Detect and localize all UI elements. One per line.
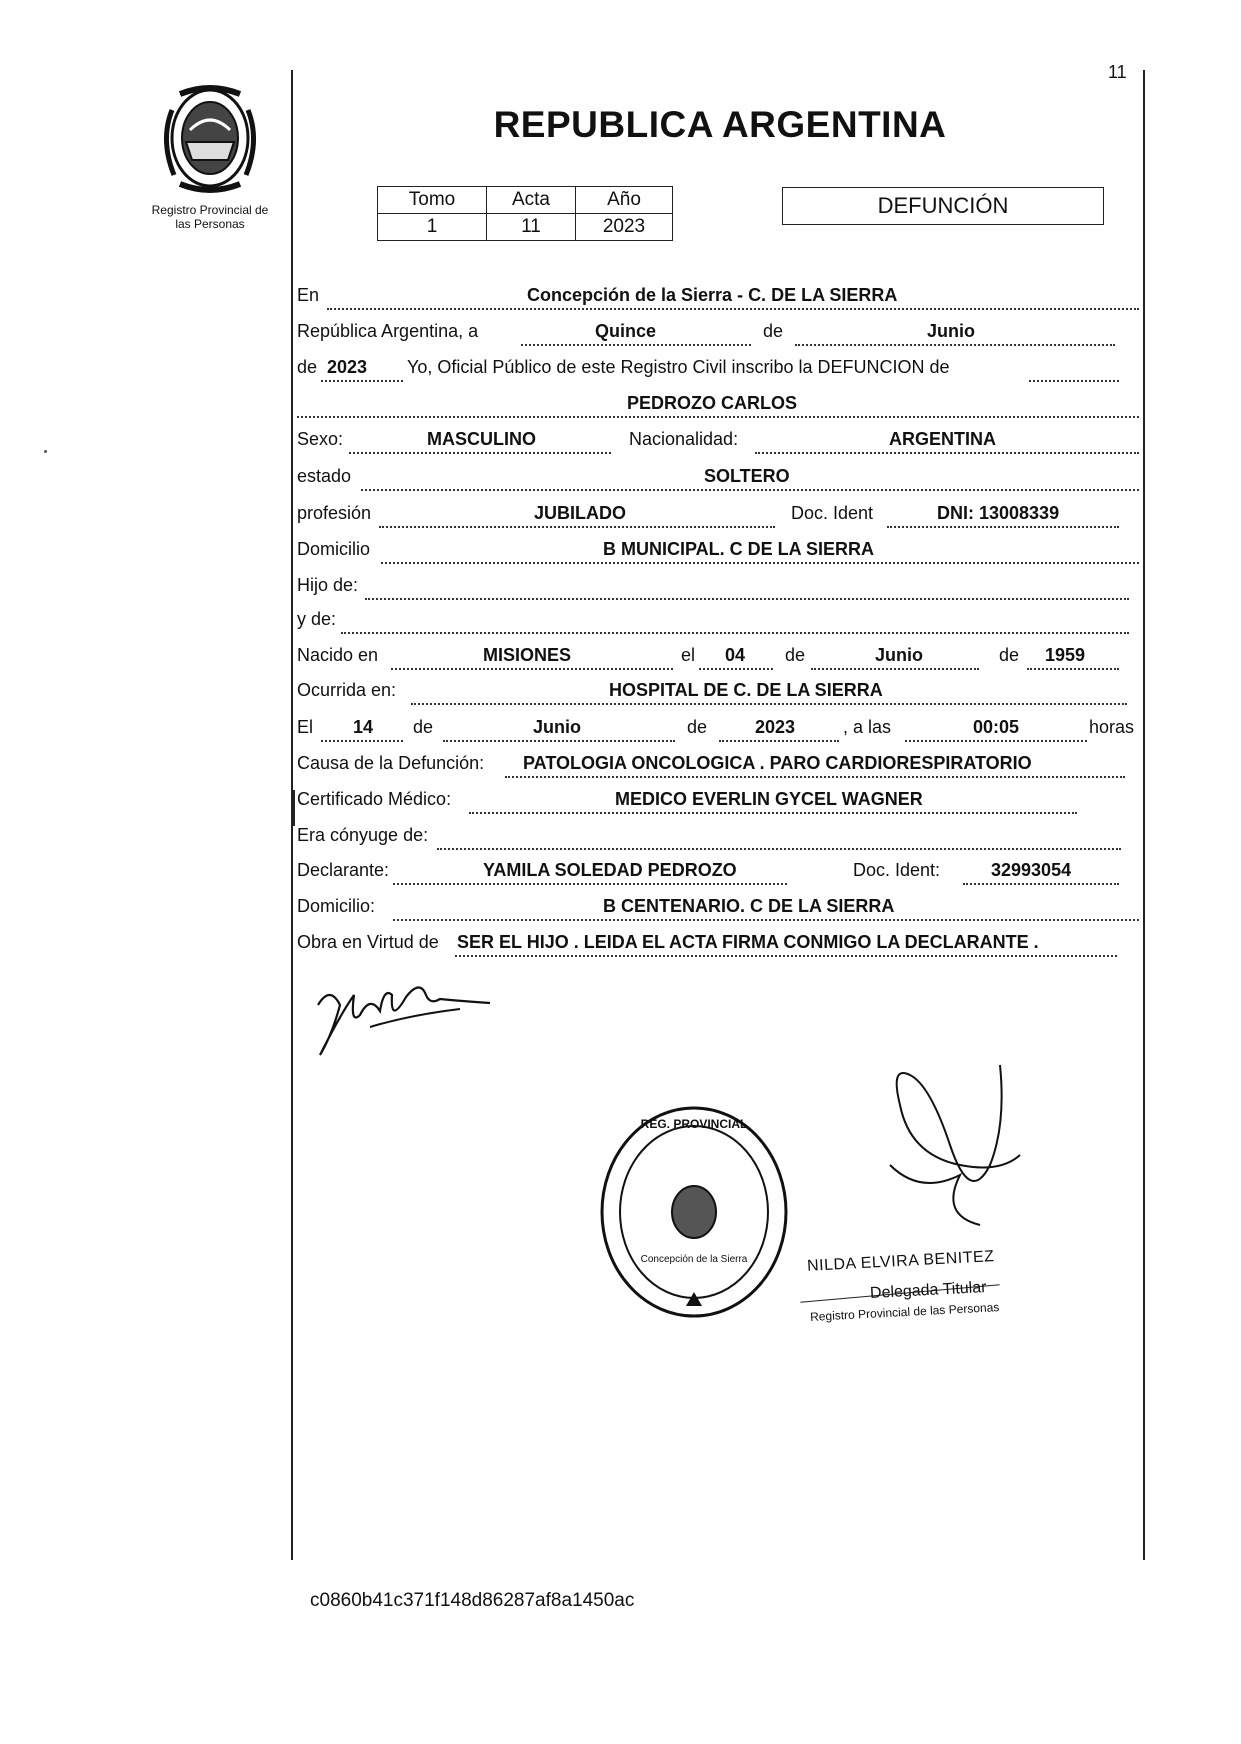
label-de-year: de [297, 357, 318, 377]
margin-bracket [292, 790, 295, 826]
value-death-time: 00:05 [973, 717, 1020, 737]
row-profession [297, 498, 1139, 530]
label-en: En [297, 285, 320, 305]
value-month: Junio [927, 321, 975, 341]
row-civil-status [297, 461, 1139, 493]
label-doc: Doc. Ident [791, 503, 874, 523]
value-civil-status: SOLTERO [704, 466, 790, 486]
label-occurred: Ocurrida en: [297, 680, 397, 700]
value-place: Concepción de la Sierra - C. DE LA SIERRA [527, 285, 898, 305]
row-and-of [297, 604, 1139, 636]
label-republic: República Argentina, a [297, 321, 479, 341]
value-sex: MASCULINO [427, 429, 536, 449]
row-sex-nationality [297, 424, 1139, 456]
page-number: 11 [1108, 62, 1127, 82]
value-death-day: 14 [353, 717, 374, 737]
label-el: el [681, 645, 696, 665]
dots [755, 452, 1139, 454]
dots [455, 955, 1117, 957]
dots [795, 344, 1115, 346]
dots [321, 740, 403, 742]
reference-value-row [378, 214, 673, 241]
scan-dot [44, 450, 47, 453]
official-seal-icon [594, 1102, 794, 1322]
label-born-de: de [785, 645, 806, 665]
value-occurred-place: HOSPITAL DE C. DE LA SIERRA [609, 680, 883, 700]
value-tomo: 1 [378, 214, 487, 241]
value-born-year: 1959 [1045, 645, 1086, 665]
dots [297, 416, 1139, 418]
dots [365, 598, 1129, 600]
value-declarant: YAMILA SOLEDAD PEDROZO [483, 860, 737, 880]
dots [391, 668, 673, 670]
dots [381, 562, 1139, 564]
value-born-month: Junio [875, 645, 923, 665]
dots [1029, 380, 1119, 382]
label-certificate: Certificado Médico: [297, 789, 452, 809]
value-born-place: MISIONES [483, 645, 572, 665]
row-spouse [297, 820, 1139, 852]
header-tomo: Tomo [378, 187, 487, 214]
officer-name: NILDA ELVIRA BENITEZ [806, 1248, 995, 1275]
value-cause: PATOLOGIA ONCOLOGICA . PARO CARDIORESPIRATORIO [523, 753, 1032, 773]
header-acta: Acta [487, 187, 576, 214]
value-deceased-name: PEDROZO CARLOS [627, 393, 798, 413]
dots [327, 308, 1139, 310]
label-nationality: Nacionalidad: [629, 429, 739, 449]
row-death-datetime [297, 712, 1139, 744]
label-profession: profesión [297, 503, 372, 523]
page-title: REPUBLICA ARGENTINA [493, 104, 947, 145]
svg-text:REG. PROVINCIAL: REG. PROVINCIAL [640, 1117, 748, 1131]
label-el2: El [297, 717, 314, 737]
dots [719, 740, 839, 742]
reference-table [377, 186, 673, 241]
dots [505, 776, 1125, 778]
label-son-of: Hijo de: [297, 575, 359, 595]
label-sex: Sexo: [297, 429, 344, 449]
dots [321, 380, 403, 382]
value-profession: JUBILADO [534, 503, 627, 523]
label-death-de: de [413, 717, 434, 737]
dots [361, 489, 1139, 491]
dots [521, 344, 751, 346]
officer-signature-icon [880, 1045, 1030, 1235]
label-declarant-doc: Doc. Ident: [853, 860, 941, 880]
value-declarant-doc: 32993054 [991, 860, 1072, 880]
row-declarant [297, 855, 1139, 887]
row-son-of [297, 570, 1139, 602]
dots [411, 703, 1127, 705]
dots [811, 668, 979, 670]
header-ano: Año [576, 187, 673, 214]
row-deceased-name [297, 388, 1139, 420]
row-cause [297, 748, 1139, 780]
dots [349, 452, 611, 454]
dots [699, 668, 773, 670]
dots [341, 632, 1129, 634]
row-declarant-address [297, 891, 1139, 923]
right-margin-line [1143, 70, 1145, 1560]
value-doc: DNI: 13008339 [937, 503, 1060, 523]
row-birth [297, 640, 1139, 672]
label-spouse: Era cónyuge de: [297, 825, 429, 845]
reference-header-row [378, 187, 673, 214]
label-death-de2: de [687, 717, 708, 737]
row-place [297, 280, 1139, 312]
label-virtue: Obra en Virtud de [297, 932, 439, 952]
value-acta: 11 [487, 214, 576, 241]
dots [469, 812, 1077, 814]
label-hours: horas [1089, 717, 1135, 737]
record-type-box: DEFUNCIÓN [782, 187, 1104, 225]
value-virtue: SER EL HIJO . LEIDA EL ACTA FIRMA CONMIGO LA DECLARANTE . [457, 932, 1039, 952]
value-certificate: MEDICO EVERLIN GYCEL WAGNER [615, 789, 923, 809]
row-occurred [297, 675, 1139, 707]
provincial-crest-icon [150, 80, 270, 195]
value-death-month: Junio [533, 717, 581, 737]
value-born-day: 04 [725, 645, 746, 665]
label-born-de2: de [999, 645, 1020, 665]
value-year: 2023 [327, 357, 368, 377]
registry-caption-line2: las Personas [175, 217, 245, 231]
dots [393, 883, 787, 885]
dots [905, 740, 1087, 742]
svg-text:Concepción de la Sierra: Concepción de la Sierra [640, 1254, 748, 1265]
declarant-signature-icon [310, 975, 500, 1065]
registry-caption-line1: Registro Provincial de [151, 203, 269, 217]
dots [887, 526, 1119, 528]
label-at: , a las [843, 717, 892, 737]
value-declarant-address: B CENTENARIO. C DE LA SIERRA [603, 896, 895, 916]
value-nationality: ARGENTINA [889, 429, 996, 449]
dots [437, 848, 1121, 850]
officer-role: Delegada Titular [869, 1278, 987, 1303]
row-virtue [297, 927, 1139, 959]
officer-statement: Yo, Oficial Público de este Registro Civil inscribo la DEFUNCION de [407, 357, 950, 377]
officer-organization: Registro Provincial de las Personas [809, 1300, 1000, 1324]
label-address: Domicilio [297, 539, 371, 559]
label-born: Nacido en [297, 645, 379, 665]
label-de: de [763, 321, 784, 341]
label-cause: Causa de la Defunción: [297, 753, 485, 773]
dots [1027, 668, 1119, 670]
row-address [297, 534, 1139, 566]
value-day: Quince [595, 321, 657, 341]
value-death-year: 2023 [755, 717, 796, 737]
dots [379, 526, 775, 528]
label-declarant-address: Domicilio: [297, 896, 376, 916]
value-ano: 2023 [576, 214, 673, 241]
dots [393, 919, 1139, 921]
label-and-of: y de: [297, 609, 337, 629]
dots [443, 740, 675, 742]
label-declarant: Declarante: [297, 860, 390, 880]
registry-caption [120, 203, 300, 231]
row-certificate [297, 784, 1139, 816]
label-civil-status: estado [297, 466, 352, 486]
dots [963, 883, 1119, 885]
value-address: B MUNICIPAL. C DE LA SIERRA [603, 539, 875, 559]
row-officer-statement [297, 352, 1139, 384]
document-hash: c0860b41c371f148d86287af8a1450ac [310, 1590, 635, 1611]
row-date [297, 316, 1139, 348]
